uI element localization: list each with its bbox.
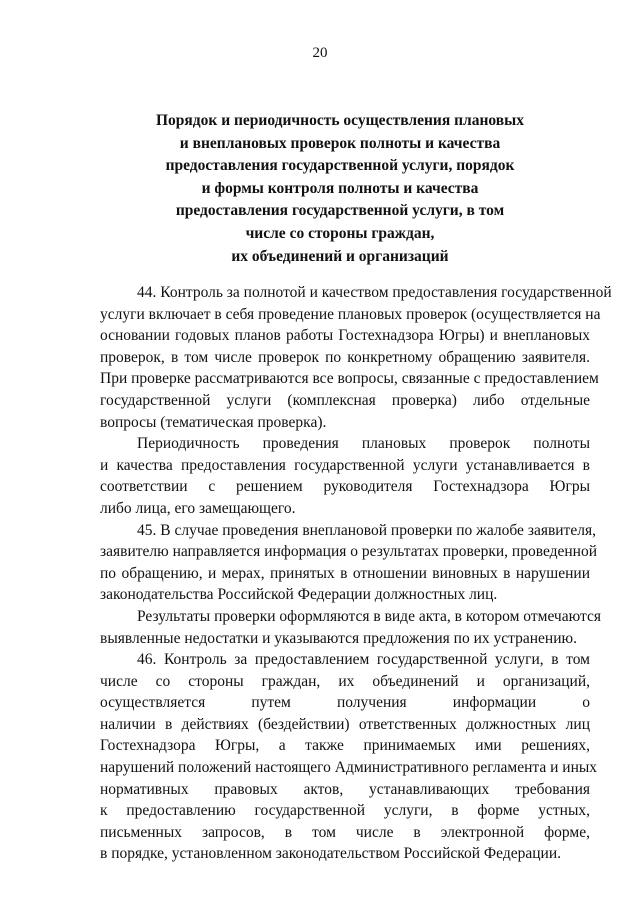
heading-line: их объединений и организаций bbox=[231, 247, 449, 265]
heading-line: предоставления государственной услуги, в том bbox=[175, 202, 505, 220]
text-line: по обращению, и мерах, принятых в отношении виновных в нарушении bbox=[100, 564, 590, 582]
heading-line: и внеплановых проверок полноты и качества bbox=[179, 134, 501, 152]
text-line: числе со стороны граждан, их объединений и организаций, bbox=[100, 672, 590, 690]
page-number: 20 bbox=[312, 45, 328, 61]
paragraph-periodicity bbox=[100, 433, 590, 519]
text-line: в порядке, установленном законодательством Российской Федерации. bbox=[100, 845, 562, 863]
text-line: законодательства Российской Федерации должностных лиц. bbox=[100, 586, 498, 604]
text-line: и качества предоставления государственной услуги устанавливается в bbox=[100, 456, 590, 474]
text-line: основании годовых планов работы Гостехнадзора Югры) и внеплановых bbox=[100, 327, 590, 345]
text-line: 46. Контроль за предоставлением государственной услуги, в том bbox=[137, 651, 590, 669]
text-line: вопросы (тематическая проверка). bbox=[100, 413, 327, 431]
paragraph-45 bbox=[100, 520, 598, 606]
text-line: Гостехнадзора Югры, а также принимаемых ими решениях, bbox=[100, 737, 590, 755]
text-line: нормативных правовых актов, устанавливающих требования bbox=[100, 780, 590, 798]
text-line: наличии в действиях (бездействии) ответственных должностных лиц bbox=[100, 715, 590, 733]
text-line: Периодичность проведения плановых проверок полноты bbox=[137, 435, 590, 453]
text-line: заявителю направляется информация о результатах проверки, проведенной bbox=[100, 543, 598, 561]
section-heading bbox=[140, 110, 540, 268]
text-line: проверок, в том числе проверок по конкретному обращению заявителя. bbox=[100, 348, 590, 366]
heading-line: и формы контроля полноты и качества bbox=[201, 179, 479, 197]
text-line: либо лица, его замещающего. bbox=[100, 499, 296, 517]
heading-line: Порядок и периодичность осуществления плановых bbox=[155, 112, 525, 129]
text-line: государственной услуги (комплексная проверка) либо отдельные bbox=[100, 391, 590, 409]
text-line: 45. В случае проведения внеплановой проверки по жалобе заявителя, bbox=[137, 521, 596, 539]
text-line: услуги включает в себя проведение плановых проверок (осуществляется на bbox=[100, 305, 601, 323]
text-line: письменных запросов, в том числе в электронной форме, bbox=[100, 823, 590, 841]
text-line: к предоставлению государственной услуги, в форме устных, bbox=[100, 802, 590, 820]
text-line: нарушений положений настоящего Административного регламента и иных bbox=[100, 759, 598, 777]
body-text bbox=[100, 282, 612, 865]
text-line: 44. Контроль за полнотой и качеством предоставления государственной bbox=[137, 284, 612, 301]
text-line: осуществляется путем получения информации о bbox=[100, 694, 590, 712]
text-line: При проверке рассматриваются все вопросы, связанные с предоставлением bbox=[100, 370, 599, 388]
paragraph-results bbox=[100, 606, 601, 649]
heading-line: предоставления государственной услуги, порядок bbox=[165, 157, 515, 175]
paragraph-44 bbox=[100, 282, 612, 433]
heading-line: числе со стороны граждан, bbox=[245, 224, 435, 242]
text-line: соответствии с решением руководителя Гостехнадзора Югры bbox=[100, 478, 590, 496]
paragraph-46 bbox=[100, 649, 598, 865]
text-line: Результаты проверки оформляются в виде акта, в котором отмечаются bbox=[137, 607, 601, 625]
text-line: выявленные недостатки и указываются предложения по их устранению. bbox=[100, 629, 577, 647]
